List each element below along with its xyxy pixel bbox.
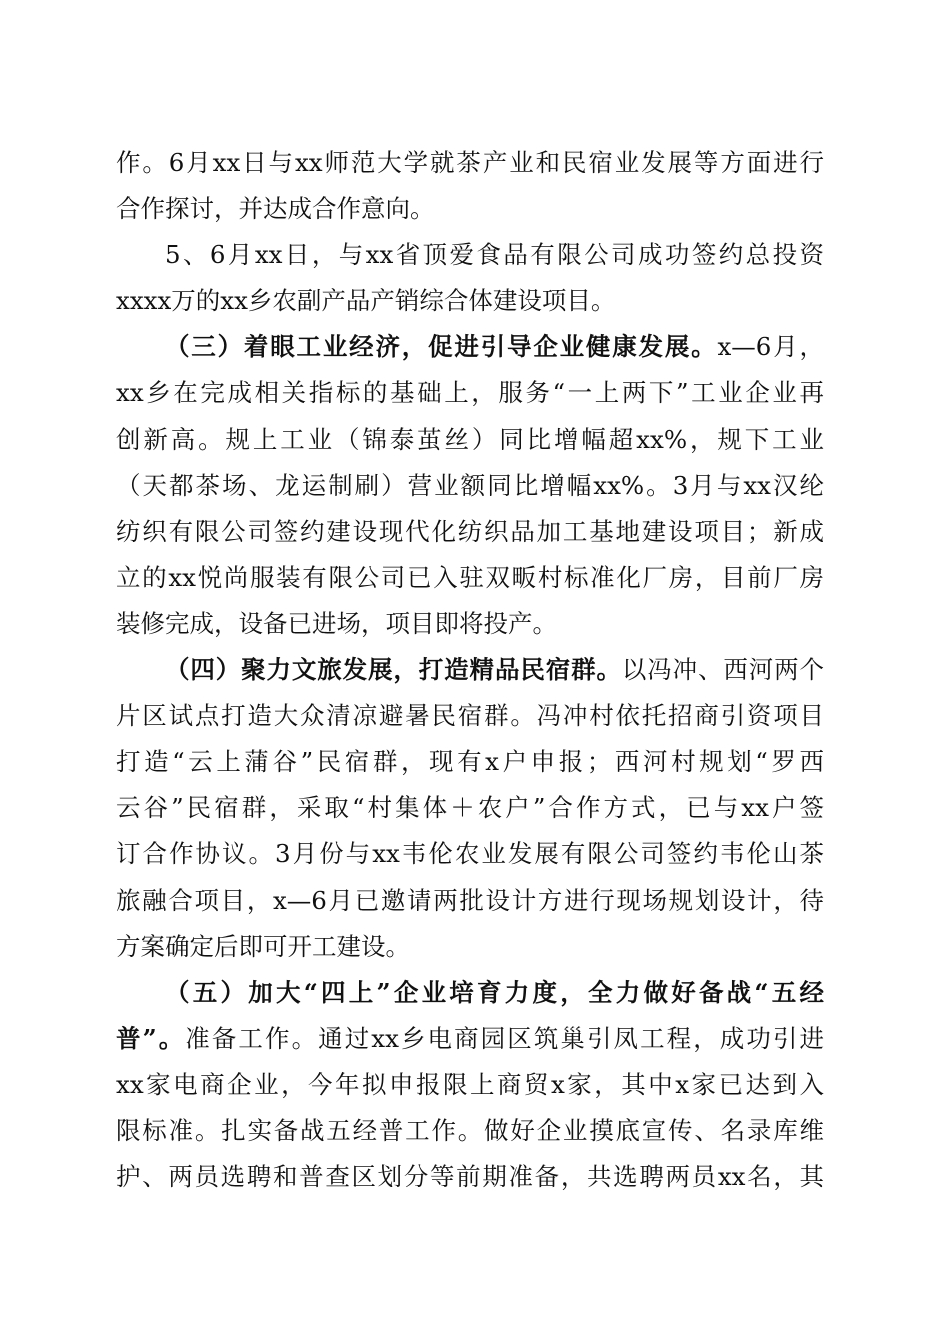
text-line xyxy=(116,1016,824,1062)
text-line: （天都茶场、龙运制刷）营业额同比增幅xx%。3月与xx汉纶 xyxy=(116,470,824,500)
text-line: 装修完成，设备已进场，项目即将投产。 xyxy=(116,608,557,638)
text-line: 旅融合项目，x—6月已邀请两批设计方进行现场规划设计，待 xyxy=(116,885,824,915)
section-heading-5: （五）加大“四上”企业培育力度，全力做好备战“五经 xyxy=(165,977,824,1007)
paragraph-section-4 xyxy=(116,647,824,970)
paragraph-section-5 xyxy=(116,970,824,1200)
text-line: xx家电商企业，今年拟申报限上商贸x家，其中x家已达到入 xyxy=(116,1069,824,1099)
section-heading-5-end: 普”。 xyxy=(116,1023,186,1053)
text-line: xxxx万的xx乡农副产品产销综合体建设项目。 xyxy=(116,286,616,316)
text-line: 限标准。扎实备战五经普工作。做好企业摸底宣传、名录库维 xyxy=(116,1115,824,1145)
text-line: 创新高。规上工业（锦泰茧丝）同比增幅超xx%，规下工业 xyxy=(116,424,824,454)
text-line xyxy=(116,647,824,693)
text-line: 打造“云上蒲谷”民宿群，现有x户申报；西河村规划“罗西 xyxy=(116,747,824,777)
section-heading-3: （三）着眼工业经济，促进引导企业健康发展。 xyxy=(165,332,718,362)
text-run: 以冯冲、西河两个 xyxy=(621,655,825,685)
paragraph-cooperation xyxy=(116,140,824,232)
text-line: 片区试点打造大众清凉避暑民宿群。冯冲村依托招商引资项目 xyxy=(116,701,824,731)
text-line: 合作探讨，并达成合作意向。 xyxy=(116,194,435,224)
document-body xyxy=(116,140,824,1200)
paragraph-section-3 xyxy=(116,324,824,647)
text-line: 立的xx悦尚服装有限公司已入驻双畈村标准化厂房，目前厂房 xyxy=(116,562,824,592)
text-line: 5、6月xx日，与xx省顶爱食品有限公司成功签约总投资 xyxy=(165,240,824,270)
text-run: x—6月， xyxy=(717,332,825,362)
paragraph-item-5 xyxy=(116,232,824,324)
text-line: 作。6月xx日与xx师范大学就茶产业和民宿业发展等方面进行 xyxy=(116,148,824,177)
text-run: 准备工作。通过xx乡电商园区筑巢引凤工程，成功引进 xyxy=(185,1023,824,1053)
text-line xyxy=(116,324,824,370)
text-line: 纺织有限公司签约建设现代化纺织品加工基地建设项目；新成 xyxy=(116,516,824,546)
text-line: 护、两员选聘和普查区划分等前期准备，共选聘两员xx名，其 xyxy=(116,1162,824,1192)
text-line: 方案确定后即可开工建设。 xyxy=(116,931,410,961)
text-line: 云谷”民宿群，采取“村集体＋农户”合作方式，已与xx户签 xyxy=(116,793,824,823)
text-line: xx乡在完成相关指标的基础上，服务“一上两下”工业企业再 xyxy=(116,378,824,408)
text-line: 订合作协议。3月份与xx韦伦农业发展有限公司签约韦伦山茶 xyxy=(116,839,824,869)
section-heading-4: （四）聚力文旅发展，打造精品民宿群。 xyxy=(165,655,622,685)
